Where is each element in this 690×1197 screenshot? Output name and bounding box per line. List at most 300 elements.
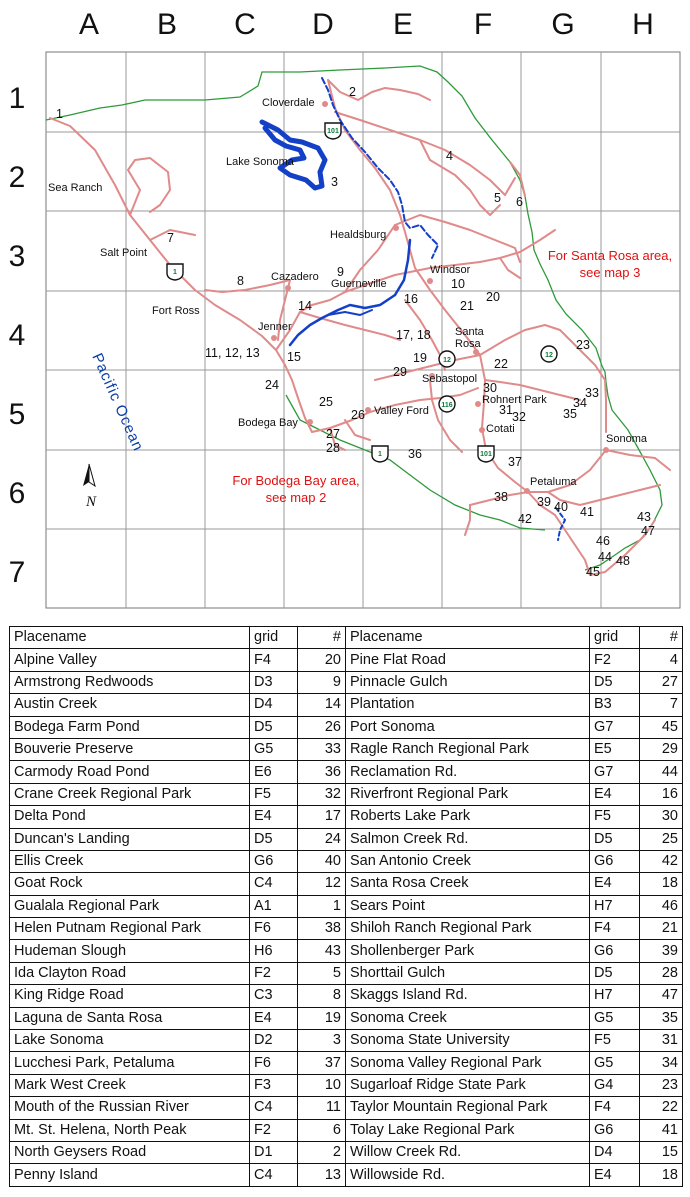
table-row — [10, 985, 346, 1007]
site-number: 3 — [331, 175, 338, 189]
table-row — [10, 1141, 346, 1163]
table-row — [10, 1164, 346, 1186]
number-cell: 4 — [640, 649, 683, 671]
grid-cell: F5 — [250, 783, 298, 805]
number-cell: 8 — [298, 985, 346, 1007]
place-label: Sea Ranch — [48, 182, 103, 194]
place-label: Cloverdale — [262, 97, 315, 109]
number-cell: 18 — [640, 873, 683, 895]
site-number: 14 — [298, 299, 312, 313]
site-number: 38 — [494, 490, 508, 504]
number-cell: 44 — [640, 761, 683, 783]
number-cell: 35 — [640, 1007, 683, 1029]
site-number: 46 — [596, 534, 610, 548]
highway-101-shield — [325, 123, 341, 139]
number-cell: 13 — [298, 1164, 346, 1186]
place-label: Sebastopol — [422, 373, 478, 385]
placename-cell: Sonoma Creek — [346, 1007, 590, 1029]
site-number: 47 — [641, 524, 655, 538]
table-row — [346, 1119, 683, 1141]
number-cell: 21 — [640, 918, 683, 940]
grid-cell: F2 — [250, 962, 298, 984]
number-cell: 1 — [298, 895, 346, 917]
number-cell: 3 — [298, 1030, 346, 1052]
site-number: 37 — [508, 455, 522, 469]
site-number: 24 — [265, 378, 279, 392]
placename-cell: Alpine Valley — [10, 649, 250, 671]
grid-cell: E4 — [590, 1164, 640, 1186]
grid-cell: C3 — [250, 985, 298, 1007]
placename-cell: Crane Creek Regional Park — [10, 783, 250, 805]
placename-cell: Helen Putnam Regional Park — [10, 918, 250, 940]
placename-cell: San Antonio Creek — [346, 850, 590, 872]
placename-cell: Willowside Rd. — [346, 1164, 590, 1186]
table-row — [346, 1141, 683, 1163]
number-cell: 24 — [298, 828, 346, 850]
bodega-note-line1: For Bodega Bay area, — [232, 473, 360, 488]
table-row — [10, 1119, 346, 1141]
grid-cell: F2 — [250, 1119, 298, 1141]
number-cell: 46 — [640, 895, 683, 917]
table-row — [10, 783, 346, 805]
number-header: # — [298, 627, 346, 649]
highway-101-shield — [478, 446, 494, 462]
number-cell: 30 — [640, 806, 683, 828]
place-label: Salt Point — [100, 247, 148, 259]
site-number: 43 — [637, 510, 651, 524]
placename-cell: Pine Flat Road — [346, 649, 590, 671]
grid-cell: C4 — [250, 1097, 298, 1119]
placename-cell: Santa Rosa Creek — [346, 873, 590, 895]
site-number: 5 — [494, 191, 501, 205]
table-row — [346, 985, 683, 1007]
site-number: 26 — [351, 408, 365, 422]
placename-cell: Ellis Creek — [10, 850, 250, 872]
svg-text:1: 1 — [173, 269, 177, 276]
north-arrow-icon — [83, 464, 97, 510]
row-header: 7 — [8, 556, 26, 589]
highway-12-shield — [439, 351, 455, 367]
site-number: 48 — [616, 554, 630, 568]
column-header: C — [234, 8, 256, 41]
site-number: 22 — [494, 357, 508, 371]
grid-cell: D5 — [250, 828, 298, 850]
number-cell: 42 — [640, 850, 683, 872]
number-cell: 23 — [640, 1074, 683, 1096]
grid-cell: D1 — [250, 1141, 298, 1163]
table-row — [10, 873, 346, 895]
grid-cell: H6 — [250, 940, 298, 962]
place-label: Sonoma — [606, 433, 647, 445]
number-cell: 34 — [640, 1052, 683, 1074]
number-cell: 22 — [640, 1097, 683, 1119]
grid-cell: E4 — [250, 1007, 298, 1029]
table-row — [10, 962, 346, 984]
placename-cell: Riverfront Regional Park — [346, 783, 590, 805]
grid-cell: D5 — [590, 671, 640, 693]
number-cell: 31 — [640, 1030, 683, 1052]
placename-cell: Lucchesi Park, Petaluma — [10, 1052, 250, 1074]
number-cell: 19 — [298, 1007, 346, 1029]
placename-header: Placename — [346, 627, 590, 649]
placename-cell: Port Sonoma — [346, 716, 590, 738]
grid-cell: D2 — [250, 1030, 298, 1052]
table-row — [10, 1030, 346, 1052]
row-header: 6 — [8, 477, 26, 510]
number-cell: 41 — [640, 1119, 683, 1141]
site-number: 32 — [512, 410, 526, 424]
number-cell: 28 — [640, 962, 683, 984]
grid-cell: G4 — [590, 1074, 640, 1096]
site-number: 17, 18 — [396, 328, 431, 342]
number-cell: 40 — [298, 850, 346, 872]
grid-cell: G5 — [250, 738, 298, 760]
table-row — [346, 716, 683, 738]
placename-cell: Penny Island — [10, 1164, 250, 1186]
grid-cell: G7 — [590, 761, 640, 783]
site-number: 23 — [576, 338, 590, 352]
grid-cell: D5 — [590, 828, 640, 850]
row-header: 4 — [8, 319, 26, 352]
site-number: 19 — [413, 351, 427, 365]
placename-cell: Goat Rock — [10, 873, 250, 895]
table-row — [346, 962, 683, 984]
placename-cell: Austin Creek — [10, 694, 250, 716]
table-row — [346, 738, 683, 760]
table-row — [346, 940, 683, 962]
number-cell: 2 — [298, 1141, 346, 1163]
table-row — [346, 1074, 683, 1096]
placename-cell: Shorttail Gulch — [346, 962, 590, 984]
table-row — [346, 1007, 683, 1029]
number-cell: 26 — [298, 716, 346, 738]
number-cell: 6 — [298, 1119, 346, 1141]
site-number: 21 — [460, 299, 474, 313]
grid-cell: F3 — [250, 1074, 298, 1096]
column-header: G — [551, 8, 575, 41]
column-header: D — [312, 8, 334, 41]
table-row — [10, 716, 346, 738]
svg-text:N: N — [86, 494, 97, 510]
place-label: Bodega Bay — [238, 417, 298, 429]
table-row — [346, 895, 683, 917]
column-header: E — [392, 8, 414, 41]
placename-cell: Plantation — [346, 694, 590, 716]
svg-text:101: 101 — [480, 451, 492, 458]
place-label: Guerneville — [331, 278, 387, 290]
placename-cell: Sonoma Valley Regional Park — [346, 1052, 590, 1074]
table-row — [346, 918, 683, 940]
site-number: 34 — [573, 396, 587, 410]
highway-1-shield — [372, 446, 388, 462]
grid-cell: G7 — [590, 716, 640, 738]
row-headers — [9, 82, 26, 589]
grid-header: grid — [250, 627, 298, 649]
table-row — [346, 761, 683, 783]
table-row — [10, 918, 346, 940]
site-number: 36 — [408, 447, 422, 461]
table-row — [346, 671, 683, 693]
number-cell: 20 — [298, 649, 346, 671]
number-header: # — [640, 627, 683, 649]
roads — [50, 80, 673, 575]
column-headers — [79, 8, 654, 41]
table-row — [346, 649, 683, 671]
placename-table-left — [9, 626, 346, 1187]
table-row — [10, 806, 346, 828]
grid-cell: E4 — [250, 806, 298, 828]
table-row — [10, 761, 346, 783]
placename-cell: Laguna de Santa Rosa — [10, 1007, 250, 1029]
grid-cell: C4 — [250, 1164, 298, 1186]
site-number: 16 — [404, 292, 418, 306]
placename-cell: Mouth of the Russian River — [10, 1097, 250, 1119]
site-number: 28 — [326, 441, 340, 455]
grid-cell: E6 — [250, 761, 298, 783]
grid-cell: D5 — [590, 962, 640, 984]
place-label: Lake Sonoma — [226, 156, 294, 168]
table-row — [346, 694, 683, 716]
svg-text:116: 116 — [441, 402, 453, 409]
placename-cell: Gualala Regional Park — [10, 895, 250, 917]
placename-cell: Shollenberger Park — [346, 940, 590, 962]
placename-cell: Ida Clayton Road — [10, 962, 250, 984]
placename-cell: Reclamation Rd. — [346, 761, 590, 783]
table-row — [346, 1052, 683, 1074]
placename-cell: King Ridge Road — [10, 985, 250, 1007]
site-number: 1 — [56, 107, 63, 121]
number-cell: 25 — [640, 828, 683, 850]
placename-cell: Willow Creek Rd. — [346, 1141, 590, 1163]
column-header: B — [156, 8, 178, 41]
number-cell: 18 — [640, 1164, 683, 1186]
highway-116-shield — [439, 396, 455, 412]
table-row — [10, 940, 346, 962]
number-cell: 32 — [298, 783, 346, 805]
placename-cell: Hudeman Slough — [10, 940, 250, 962]
table-row — [346, 828, 683, 850]
table-row — [10, 828, 346, 850]
place-label: Windsor — [430, 264, 471, 276]
placename-cell: Shiloh Ranch Regional Park — [346, 918, 590, 940]
number-cell: 9 — [298, 671, 346, 693]
placename-cell: Carmody Road Pond — [10, 761, 250, 783]
site-number: 39 — [537, 495, 551, 509]
number-cell: 37 — [298, 1052, 346, 1074]
placename-cell: Skaggs Island Rd. — [346, 985, 590, 1007]
site-number: 2 — [349, 85, 356, 99]
placename-cell: Bouverie Preserve — [10, 738, 250, 760]
number-cell: 12 — [298, 873, 346, 895]
placename-cell: Tolay Lake Regional Park — [346, 1119, 590, 1141]
table-row — [10, 671, 346, 693]
svg-text:12: 12 — [545, 352, 553, 359]
svg-text:1: 1 — [378, 451, 382, 458]
number-cell: 47 — [640, 985, 683, 1007]
site-number: 35 — [563, 407, 577, 421]
site-number: 10 — [451, 277, 465, 291]
site-number: 40 — [554, 500, 568, 514]
grid-cell: D5 — [250, 716, 298, 738]
table-header-row — [346, 627, 683, 649]
site-number: 29 — [393, 365, 407, 379]
grid-cell: G5 — [590, 1007, 640, 1029]
grid-cell: F2 — [590, 649, 640, 671]
placename-table-right — [345, 626, 683, 1187]
table-row — [10, 1007, 346, 1029]
place-label: Valley Ford — [374, 405, 429, 417]
placename-cell: Sonoma State University — [346, 1030, 590, 1052]
ocean-label: Pacific Ocean — [88, 350, 147, 455]
placename-cell: Pinnacle Gulch — [346, 671, 590, 693]
place-label: Jenner — [258, 321, 292, 333]
site-number: 6 — [516, 195, 523, 209]
placename-cell: Mt. St. Helena, North Peak — [10, 1119, 250, 1141]
grid-cell: B3 — [590, 694, 640, 716]
grid-cell: G6 — [590, 1119, 640, 1141]
placename-cell: Salmon Creek Rd. — [346, 828, 590, 850]
site-number: 41 — [580, 505, 594, 519]
number-cell: 16 — [640, 783, 683, 805]
site-number: 42 — [518, 512, 532, 526]
number-cell: 15 — [640, 1141, 683, 1163]
number-cell: 45 — [640, 716, 683, 738]
place-label: Cazadero — [271, 271, 319, 283]
site-number: 15 — [287, 350, 301, 364]
grid-cell: G6 — [590, 940, 640, 962]
number-cell: 14 — [298, 694, 346, 716]
grid-cell: D4 — [590, 1141, 640, 1163]
grid-header: grid — [590, 627, 640, 649]
number-cell: 27 — [640, 671, 683, 693]
grid-cell: H7 — [590, 985, 640, 1007]
highway-12-shield — [541, 346, 557, 362]
grid-cell: F4 — [250, 649, 298, 671]
highway-1-shield — [167, 264, 183, 280]
placename-cell: Lake Sonoma — [10, 1030, 250, 1052]
number-cell: 39 — [640, 940, 683, 962]
number-cell: 38 — [298, 918, 346, 940]
grid-cell: F6 — [250, 1052, 298, 1074]
table-header-row — [10, 627, 346, 649]
table-row — [346, 1164, 683, 1186]
table-row — [10, 649, 346, 671]
bodega-note-line2: see map 2 — [265, 490, 327, 505]
placename-cell: Armstrong Redwoods — [10, 671, 250, 693]
number-cell: 36 — [298, 761, 346, 783]
site-number: 45 — [586, 565, 600, 579]
grid-cell: E5 — [590, 738, 640, 760]
place-label: Santa Rosa — [455, 326, 484, 350]
town-markers — [271, 101, 609, 494]
grid-cell: D3 — [250, 671, 298, 693]
place-label: Fort Ross — [152, 305, 200, 317]
column-header: A — [78, 8, 100, 41]
number-cell: 11 — [298, 1097, 346, 1119]
place-label: Rohnert Park — [482, 394, 547, 406]
table-row — [10, 850, 346, 872]
row-header: 5 — [8, 398, 26, 431]
santa-rosa-note-line1: For Santa Rosa area, — [547, 248, 673, 263]
number-cell: 7 — [640, 694, 683, 716]
grid-cell: E4 — [590, 783, 640, 805]
svg-text:101: 101 — [327, 128, 339, 135]
grid-cell: F5 — [590, 806, 640, 828]
grid-cell: F6 — [250, 918, 298, 940]
site-number: 33 — [585, 386, 599, 400]
svg-text:12: 12 — [443, 357, 451, 364]
table-row — [10, 1074, 346, 1096]
placename-cell: Delta Pond — [10, 806, 250, 828]
grid-cell: D4 — [250, 694, 298, 716]
grid-cell: G6 — [250, 850, 298, 872]
site-number: 30 — [483, 381, 497, 395]
grid-cell: C4 — [250, 873, 298, 895]
number-cell: 10 — [298, 1074, 346, 1096]
table-row — [346, 1097, 683, 1119]
table-row — [346, 806, 683, 828]
number-cell: 5 — [298, 962, 346, 984]
placename-cell: Sugarloaf Ridge State Park — [346, 1074, 590, 1096]
grid-cell: F4 — [590, 918, 640, 940]
site-number: 25 — [319, 395, 333, 409]
column-header: H — [632, 8, 654, 41]
grid-cell: F4 — [590, 1097, 640, 1119]
site-number: 8 — [237, 274, 244, 288]
site-number: 27 — [326, 427, 340, 441]
site-number: 9 — [337, 265, 344, 279]
placename-cell: Ragle Ranch Regional Park — [346, 738, 590, 760]
placename-header: Placename — [10, 627, 250, 649]
placename-cell: Taylor Mountain Regional Park — [346, 1097, 590, 1119]
row-header: 2 — [8, 161, 26, 194]
placename-cell: Duncan's Landing — [10, 828, 250, 850]
number-cell: 29 — [640, 738, 683, 760]
table-row — [10, 1052, 346, 1074]
site-number: 44 — [598, 550, 612, 564]
site-number: 31 — [499, 403, 513, 417]
placename-cell: Bodega Farm Pond — [10, 716, 250, 738]
number-cell: 33 — [298, 738, 346, 760]
grid-cell: E4 — [590, 873, 640, 895]
grid-cell: G5 — [590, 1052, 640, 1074]
grid-cell: A1 — [250, 895, 298, 917]
grid-cell: F5 — [590, 1030, 640, 1052]
place-label: Healdsburg — [330, 229, 387, 241]
table-row — [346, 783, 683, 805]
number-cell: 17 — [298, 806, 346, 828]
table-row — [10, 895, 346, 917]
row-header: 1 — [8, 82, 26, 115]
placename-cell: North Geysers Road — [10, 1141, 250, 1163]
place-label: Petaluma — [530, 476, 577, 488]
table-row — [10, 694, 346, 716]
table-row — [346, 1030, 683, 1052]
site-number: 7 — [167, 231, 174, 245]
grid-cell: G6 — [590, 850, 640, 872]
table-row — [346, 873, 683, 895]
santa-rosa-note-line2: see map 3 — [579, 265, 641, 280]
site-number: 20 — [486, 290, 500, 304]
table-row — [10, 1097, 346, 1119]
placename-cell: Roberts Lake Park — [346, 806, 590, 828]
number-cell: 43 — [298, 940, 346, 962]
row-header: 3 — [8, 240, 26, 273]
column-header: F — [473, 8, 493, 41]
placename-cell: Mark West Creek — [10, 1074, 250, 1096]
site-number: 11, 12, 13 — [205, 346, 260, 360]
table-row — [346, 850, 683, 872]
